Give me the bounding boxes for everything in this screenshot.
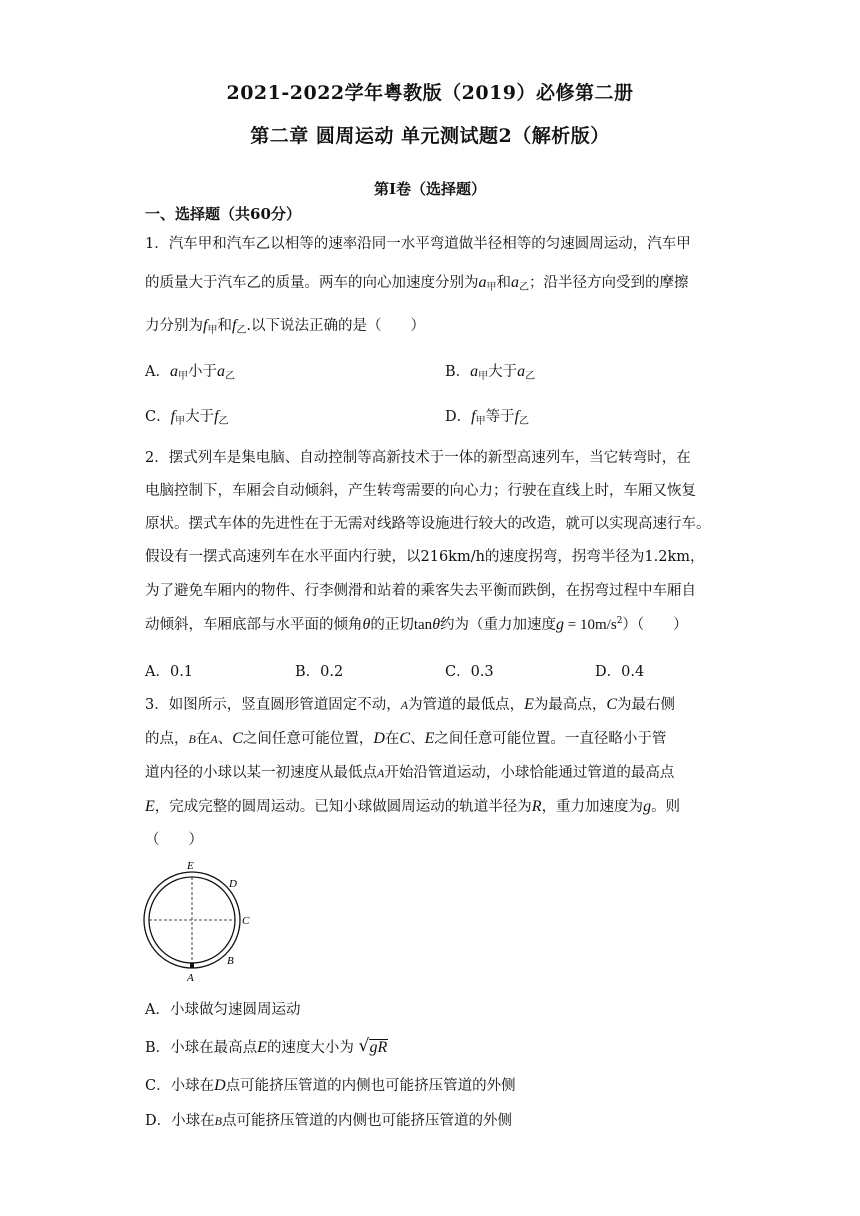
- q2-line-2: 电脑控制下，车厢会自动倾斜，产生转弯需要的向心力；行驶在直线上时，车厢又恢复: [145, 483, 696, 499]
- title-line-2: 第二章 圆周运动 单元测试题2（解析版）: [250, 125, 610, 147]
- q2-line-3: 原状。摆式车体的先进性在于无需对线路等设施进行较大的改造，就可以实现高速行车。: [145, 516, 711, 532]
- label-c: C: [242, 915, 250, 927]
- q1-option-d: D．$f_甲$等于$f_乙$: [445, 408, 530, 427]
- q3-line-1: 3．如图所示，竖直圆形管道固定不动，A为管道的最低点，E为最高点，C为最右侧: [145, 696, 676, 713]
- q1-option-c: C．$f_甲$大于$f_乙$: [145, 408, 229, 427]
- q1-line-2: 的质量大于汽车乙的质量。两车的向心加速度分别为$a_甲$和$a_乙$；沿半径方向受到的摩擦: [145, 274, 689, 293]
- q2-option-c: C．0.3: [445, 664, 494, 680]
- q2-line-4: 假设有一摆式高速列车在水平面内行驶，以216km/h的速度拐弯，拐弯半径为1.2km，: [145, 549, 705, 565]
- q2-option-b: B．0.2: [295, 664, 344, 680]
- section-title: 一、选择题（共60分）: [145, 205, 301, 223]
- ball-marker: [190, 963, 194, 968]
- q1-option-b: B．$a_甲$大于$a_乙$: [445, 363, 536, 382]
- volume-title: 第Ⅰ卷（选择题）: [373, 180, 487, 198]
- title-line-1: 2021-2022学年粤教版（2019）必修第二册: [226, 82, 634, 104]
- q2-option-a: A．0.1: [145, 664, 194, 680]
- q1-line-1: 1．汽车甲和汽车乙以相等的速率沿同一水平弯道做半径相等的匀速圆周运动，汽车甲: [145, 236, 691, 252]
- q3-line-5: （ ）: [145, 832, 203, 848]
- q3-line-3: 道内径的小球以某一初速度从最低点A开始沿管道运动，小球恰能通过管道的最高点: [145, 765, 675, 781]
- q2-line-1: 2．摆式列车是集电脑、自动控制等高新技术于一体的新型高速列车，当它转弯时，在: [145, 450, 691, 466]
- label-b: B: [227, 955, 234, 967]
- label-a: A: [187, 972, 194, 984]
- label-d: D: [229, 878, 237, 890]
- q3-option-c: C．小球在D点可能挤压管道的内侧也可能挤压管道的外侧: [145, 1077, 516, 1094]
- circular-pipe-diagram: [140, 856, 265, 986]
- q2-line-6: 动倾斜，车厢底部与水平面的倾角θ的正切tanθ约为（重力加速度$g = 10m/s^2$）（ ）: [145, 616, 688, 633]
- q1-line-3: 力分别为$f_甲$和$f_乙$.以下说法正确的是（ ）: [145, 317, 426, 336]
- sqrt-gr: √ gR: [358, 1036, 388, 1056]
- q1-option-a: A．$a_甲$小于$a_乙$: [145, 363, 235, 382]
- q3-option-d: D．小球在B点可能挤压管道的内侧也可能挤压管道的外侧: [145, 1113, 512, 1129]
- q3-line-4: E，完成完整的圆周运动。已知小球做圆周运动的轨道半径为R，重力加速度为g。则: [145, 798, 681, 815]
- q2-line-5: 为了避免车厢内的物件、行李侧滑和站着的乘客失去平衡而跌倒，在拐弯过程中车厢自: [145, 583, 696, 599]
- q3-option-a: A．小球做匀速圆周运动: [145, 1002, 301, 1018]
- label-e: E: [187, 860, 194, 872]
- q2-option-d: D．0.4: [595, 664, 645, 680]
- q3-line-2: 的点，B在A、C之间任意可能位置，D在C、E之间任意可能位置。一直径略小于管: [145, 730, 667, 747]
- q3-option-b: B．小球在最高点E的速度大小为 √ gR: [145, 1036, 388, 1056]
